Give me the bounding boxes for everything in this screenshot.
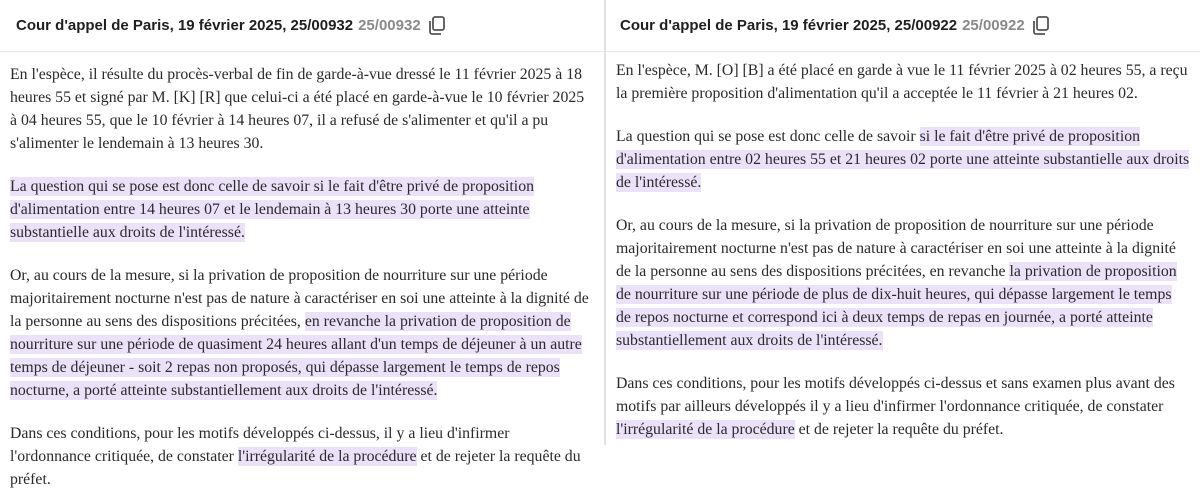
paragraph-2-left (10, 175, 592, 244)
paragraph-4-text: Dans ces conditions, pour les motifs développés ci-dessus et sans examen plus avant des motifs par ailleurs développés il y a lieu d'infirmer l'ordonnance critiquée, de constater (616, 375, 1175, 415)
paragraph-4-end: et de rejeter la requête du préfet. (798, 421, 1004, 438)
paragraph-1-text: En l'espèce, il résulte du procès-verbal de fin de garde-à-vue dressé le 11 février 2025 à 18 heures 55 et signé par M. [K] [R] que celui-ci a été placé en garde-à-vue le 10 février 2025 à 04 heures 55, que le 10 février à 14 heures 07, il a refusé de s'alimenter et qu'il a pu s'alimenter le lendemain à 13 heures 30. (10, 66, 585, 152)
paragraph-4-text: Dans ces conditions, pour les motifs développés ci-dessus, il y a lieu d'infirmer l'ordonnance critiquée, de constater (10, 425, 510, 465)
decision-text-left (0, 52, 604, 491)
paragraph-1-left (10, 63, 592, 155)
paragraph-4-left (10, 422, 592, 491)
paragraph-3-text: Or, au cours de la mesure, si la privation de proposition de nourriture sur une période majoritairement nocturne n'est pas de nature à caractériser en soi une atteinte à la dignité de la personne au sens des dispositions précitées, (10, 267, 589, 330)
paragraph-3-left (10, 264, 592, 402)
highlight: La question qui se pose est donc celle de savoir si le fait d'être privé de proposition d'alimentation entre 14 heures 07 et le lendemain à 13 heures 30 porte une atteinte substantielle aux droits de l'intéressé. (10, 178, 534, 241)
paragraph-3-right (616, 214, 1190, 352)
highlight: l'irrégularité de la procédure (616, 421, 795, 438)
copy-icon[interactable] (1031, 15, 1051, 37)
decision-number-right: 25/00922 (962, 17, 1025, 34)
highlight: l'irrégularité de la procédure (237, 448, 417, 465)
highlight: si le fait d'être privé de proposition d'alimentation entre 02 heures 55 et 21 heures 02 porte une atteinte substantielle aux droits de l'intéressé. (616, 128, 1190, 191)
decision-text-right (606, 52, 1200, 441)
decision-title-right: Cour d'appel de Paris, 19 février 2025, 25/00922 (620, 17, 958, 34)
paragraph-3-text: Or, au cours de la mesure, si la privation de proposition de nourriture sur une période majoritairement nocturne n'est pas de nature à caractériser en soi une atteinte à la dignité de la personne au sens des dispositions précitées, en revanche (616, 217, 1176, 280)
paragraph-4-end: et de rejeter la requête du préfet. (10, 448, 581, 488)
paragraph-1-text: En l'espèce, M. [O] [B] a été placé en garde à vue le 11 février 2025 à 02 heures 55, a reçu la première proposition d'alimentation qu'il a acceptée le 11 février à 21 heures 02. (616, 62, 1188, 102)
highlight: la privation de proposition de nourriture sur une période de plus de dix-huit heures, qui dépasse largement le temps de repos nocturne et correspond ici à deux temps de repas en journée, a porté atteinte substantiellement aux droits de l'intéressé. (616, 263, 1177, 349)
highlight: en revanche la privation de proposition de nourriture sur une période de quasiment 24 heures allant d'un temps de déjeuner à un autre temps de déjeuner - soit 2 repas non proposés, qui dépasse largement le temps de repos nocturne, a porté atteinte substantiellement aux droits de l'intéressé. (10, 313, 582, 399)
decision-panel-right (606, 0, 1200, 445)
decision-header-left (0, 0, 604, 52)
copy-icon[interactable] (427, 15, 447, 37)
paragraph-2-right (616, 125, 1190, 194)
paragraph-2-text: La question qui se pose est donc celle de savoir (616, 128, 916, 145)
paragraph-1-right (616, 59, 1190, 105)
decision-header-right (606, 0, 1200, 52)
decision-number-left: 25/00932 (358, 17, 421, 34)
paragraph-4-right (616, 372, 1190, 441)
decision-title-left: Cour d'appel de Paris, 19 février 2025, 25/00932 (16, 17, 354, 34)
